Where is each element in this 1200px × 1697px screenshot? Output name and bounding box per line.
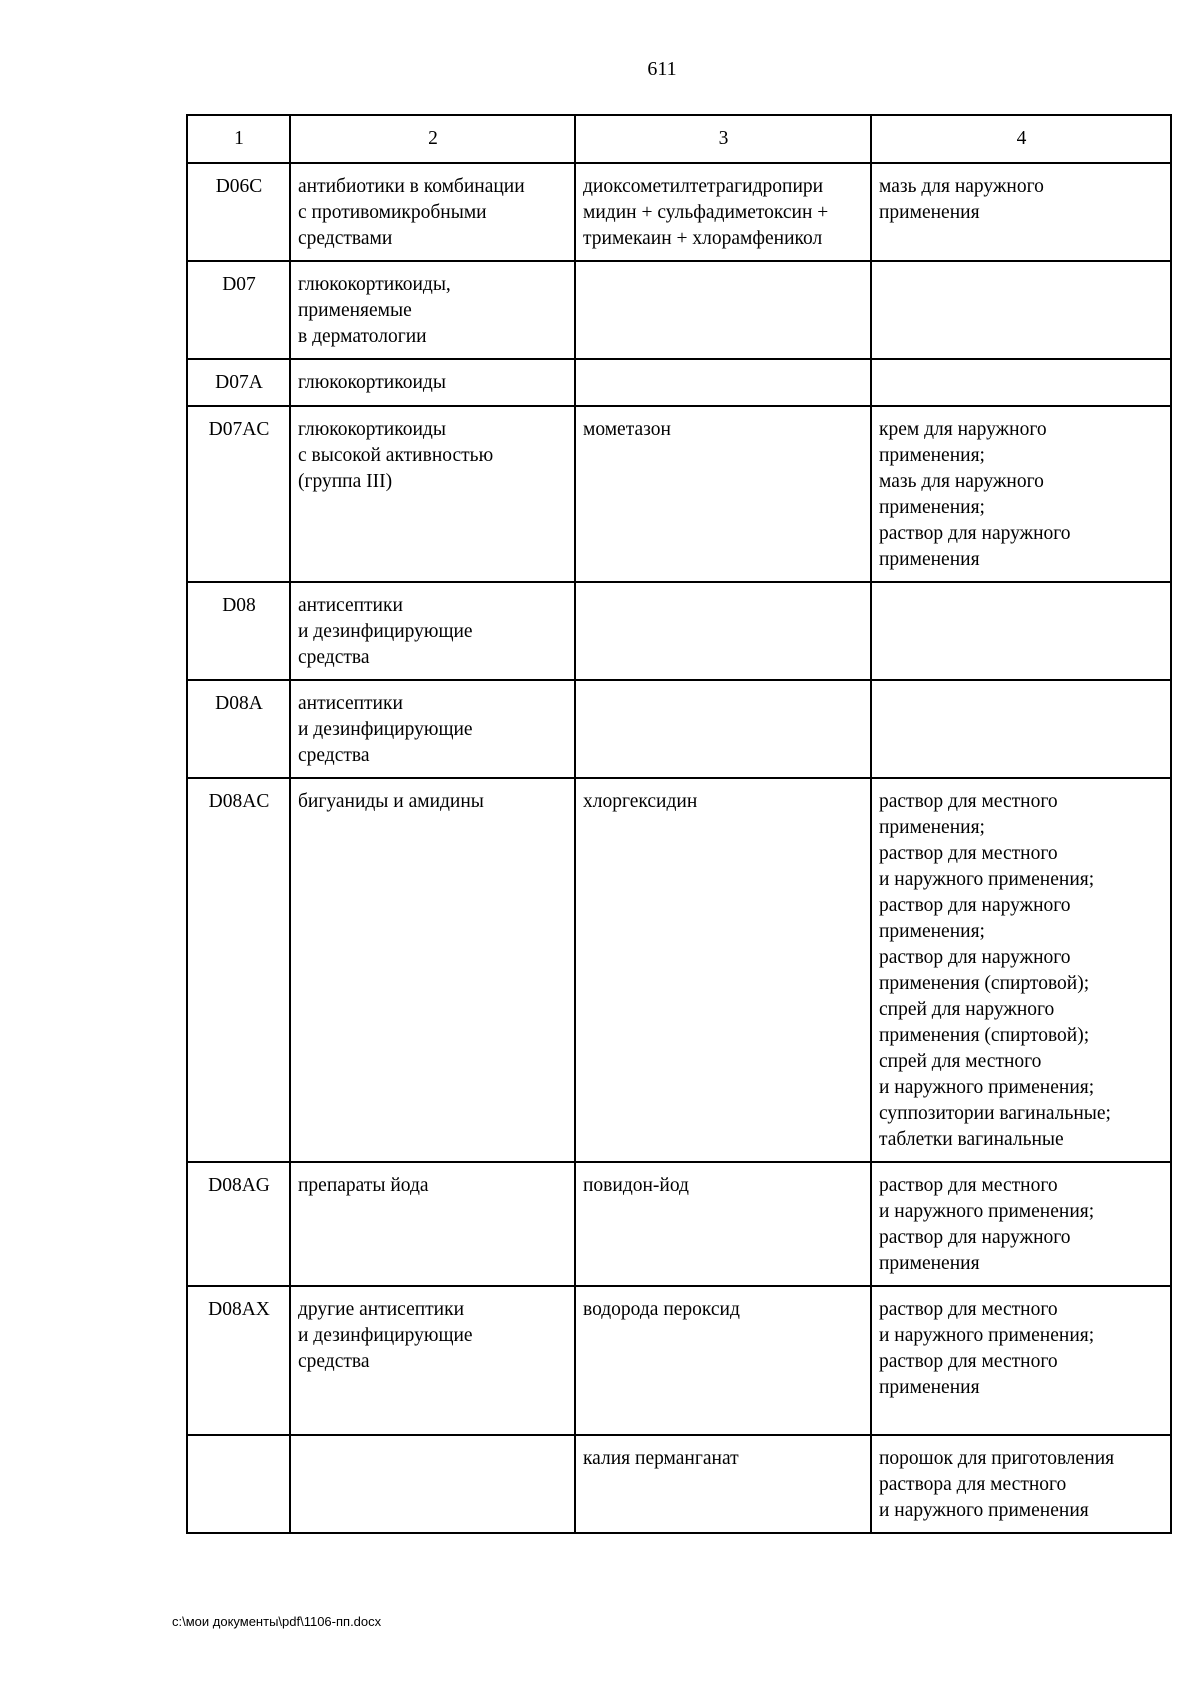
table-row (187, 680, 1171, 778)
group-name-cell: антисептики и дезинфицирующие средства (290, 680, 575, 778)
table-row (187, 778, 1171, 1162)
table-row (187, 1286, 1171, 1435)
atc-code-cell: D07AC (187, 406, 290, 582)
atc-code-cell: D07 (187, 261, 290, 359)
atc-code-cell: D08AG (187, 1162, 290, 1286)
footer-file-path: c:\мои документы\pdf\1106-пп.docx (172, 1614, 382, 1629)
drug-name-cell: хлоргексидин (575, 778, 871, 1162)
table-row (187, 1162, 1171, 1286)
drug-name-cell: повидон-йод (575, 1162, 871, 1286)
group-name-cell: антибиотики в комбинации с противомикробными средствами (290, 163, 575, 261)
drug-name-cell: диоксометилтетрагидропири мидин + сульфадиметоксин + тримекаин + хлорамфеникол (575, 163, 871, 261)
atc-code-cell: D08AC (187, 778, 290, 1162)
group-name-cell: препараты йода (290, 1162, 575, 1286)
group-name-cell: бигуаниды и амидины (290, 778, 575, 1162)
dosage-form-cell (871, 359, 1171, 406)
table-row (187, 261, 1171, 359)
group-name-cell: глюкокортикоиды (290, 359, 575, 406)
atc-code-cell (187, 1435, 290, 1533)
dosage-form-cell: раствор для местного и наружного применения; раствор для наружного применения (871, 1162, 1171, 1286)
drug-name-cell (575, 582, 871, 680)
dosage-form-cell (871, 582, 1171, 680)
group-name-cell: глюкокортикоиды, применяемые в дерматологии (290, 261, 575, 359)
column-header-3: 3 (575, 115, 871, 163)
drug-name-cell: калия перманганат (575, 1435, 871, 1533)
dosage-form-cell: крем для наружного применения; мазь для наружного применения; раствор для наружного применения (871, 406, 1171, 582)
drug-name-cell: мометазон (575, 406, 871, 582)
table-row (187, 1435, 1171, 1533)
dosage-form-cell (871, 261, 1171, 359)
dosage-form-cell (871, 680, 1171, 778)
group-name-cell: антисептики и дезинфицирующие средства (290, 582, 575, 680)
column-header-1: 1 (187, 115, 290, 163)
group-name-cell (290, 1435, 575, 1533)
table-header-row (187, 115, 1171, 163)
atc-code-cell: D08 (187, 582, 290, 680)
column-header-2: 2 (290, 115, 575, 163)
dosage-form-cell: раствор для местного применения; раствор для местного и наружного применения; раствор для наружного применения; раствор для наружного применения (спиртовой); спрей для наружного применения (спиртовой); спрей для местного и наружного применения; суппозитории вагинальные; таблетки вагинальные (871, 778, 1171, 1162)
drug-name-cell (575, 359, 871, 406)
atc-code-cell: D07A (187, 359, 290, 406)
drug-name-cell: водорода пероксид (575, 1286, 871, 1435)
atc-code-cell: D06C (187, 163, 290, 261)
drug-classification-table (186, 114, 1172, 1534)
group-name-cell: глюкокортикоиды с высокой активностью (группа III) (290, 406, 575, 582)
dosage-form-cell: порошок для приготовления раствора для местного и наружного применения (871, 1435, 1171, 1533)
group-name-cell: другие антисептики и дезинфицирующие средства (290, 1286, 575, 1435)
table-row (187, 359, 1171, 406)
table-row (187, 163, 1171, 261)
dosage-form-cell: раствор для местного и наружного применения; раствор для местного применения (871, 1286, 1171, 1435)
dosage-form-cell: мазь для наружного применения (871, 163, 1171, 261)
drug-name-cell (575, 261, 871, 359)
page-number: 611 (647, 58, 677, 80)
atc-code-cell: D08A (187, 680, 290, 778)
drug-name-cell (575, 680, 871, 778)
table-row (187, 582, 1171, 680)
table-row (187, 406, 1171, 582)
column-header-4: 4 (871, 115, 1171, 163)
atc-code-cell: D08AX (187, 1286, 290, 1435)
